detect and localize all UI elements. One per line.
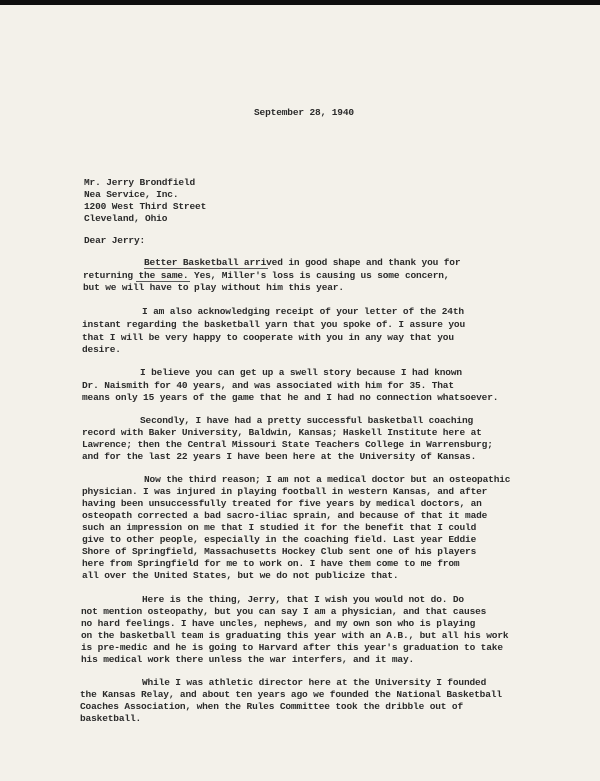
paragraph-line: desire. bbox=[82, 344, 121, 355]
recipient-line: Mr. Jerry Brondfield bbox=[84, 177, 196, 188]
paragraph-line: give to other people, especially in the coaching field. Last year Eddie bbox=[82, 534, 477, 545]
paragraph-line: having been unsuccessfully treated for five years by medical doctors, an bbox=[82, 498, 482, 509]
paragraph-line: record with Baker University, Baldwin, Kansas; Haskell Institute here at bbox=[82, 427, 482, 438]
salutation: Dear Jerry: bbox=[84, 235, 146, 246]
paragraph-line: but we will have to play without him this year. bbox=[83, 282, 344, 293]
paragraph-line: Shore of Springfield, Massachusetts Hockey Club sent one of his players bbox=[82, 546, 477, 557]
paragraph-line: all over the United States, but we do not publicize that. bbox=[82, 570, 399, 581]
paragraph-line: I believe you can get up a swell story because I had known bbox=[140, 367, 462, 378]
paragraph-line: Coaches Association, when the Rules Committee took the dribble out of bbox=[80, 701, 464, 712]
paragraph-line: instant regarding the basketball yarn that you spoke of. I assure you bbox=[82, 319, 466, 330]
paragraph-line: such an impression on me that I studied it for the benefit that I could bbox=[82, 522, 477, 533]
pencil-underline bbox=[136, 281, 190, 282]
recipient-line: 1200 West Third Street bbox=[84, 201, 207, 212]
paragraph-line: not mention osteopathy, but you can say I am a physician, and that causes bbox=[81, 606, 487, 617]
paragraph-line: on the basketball team is graduating this year with an A.B., but all his work bbox=[81, 630, 509, 641]
paragraph-line: and for the last 22 years I have been here at the University of Kansas. bbox=[82, 451, 477, 462]
paragraph-line: basketball. bbox=[80, 713, 142, 724]
paragraph-line: Lawrence; then the Central Missouri State Teachers College in Warrensburg; bbox=[82, 439, 493, 450]
paragraph-line: physician. I was injured in playing football in western Kansas, and after bbox=[82, 486, 488, 497]
paragraph-line: osteopath corrected a bad sacro-iliac sprain, and because of that it made bbox=[82, 510, 488, 521]
paragraph-line: means only 15 years of the game that he and I had no connection whatsoever. bbox=[82, 392, 499, 403]
paragraph-line: Dr. Naismith for 40 years, and was associated with him for 35. That bbox=[82, 380, 454, 391]
pencil-underline bbox=[144, 268, 268, 269]
recipient-line: Nea Service, Inc. bbox=[84, 189, 179, 200]
paragraph-line: Now the third reason; I am not a medical doctor but an osteopathic bbox=[144, 474, 511, 485]
paragraph-line: returning the same. Yes, Miller's loss is causing us some concern, bbox=[83, 270, 450, 281]
paragraph-line: I am also acknowledging receipt of your letter of the 24th bbox=[142, 306, 464, 317]
paragraph-line: Better Basketball arrived in good shape and thank you for bbox=[144, 257, 461, 268]
paragraph-line: is pre-medic and he is going to Harvard after this year's graduation to take bbox=[81, 642, 503, 653]
paragraph-line: that I will be very happy to cooperate with you in any way that you bbox=[82, 332, 454, 343]
paragraph-line: While I was athletic director here at the University I founded bbox=[142, 677, 487, 688]
paragraph-line: the Kansas Relay, and about ten years ago we founded the National Basketball bbox=[80, 689, 502, 700]
paragraph-line: here from Springfield for me to work on. I have them come to me from bbox=[82, 558, 460, 569]
letter-date: September 28, 1940 bbox=[254, 107, 354, 118]
recipient-line: Cleveland, Ohio bbox=[84, 213, 168, 224]
scan-edge bbox=[0, 0, 600, 5]
paragraph-line: his medical work there unless the war interfers, and it may. bbox=[81, 654, 415, 665]
paragraph-line: Here is the thing, Jerry, that I wish you would not do. Do bbox=[142, 594, 464, 605]
paragraph-line: no hard feelings. I have uncles, nephews, and my own son who is playing bbox=[81, 618, 476, 629]
paragraph-line: Secondly, I have had a pretty successful basketball coaching bbox=[140, 415, 474, 426]
